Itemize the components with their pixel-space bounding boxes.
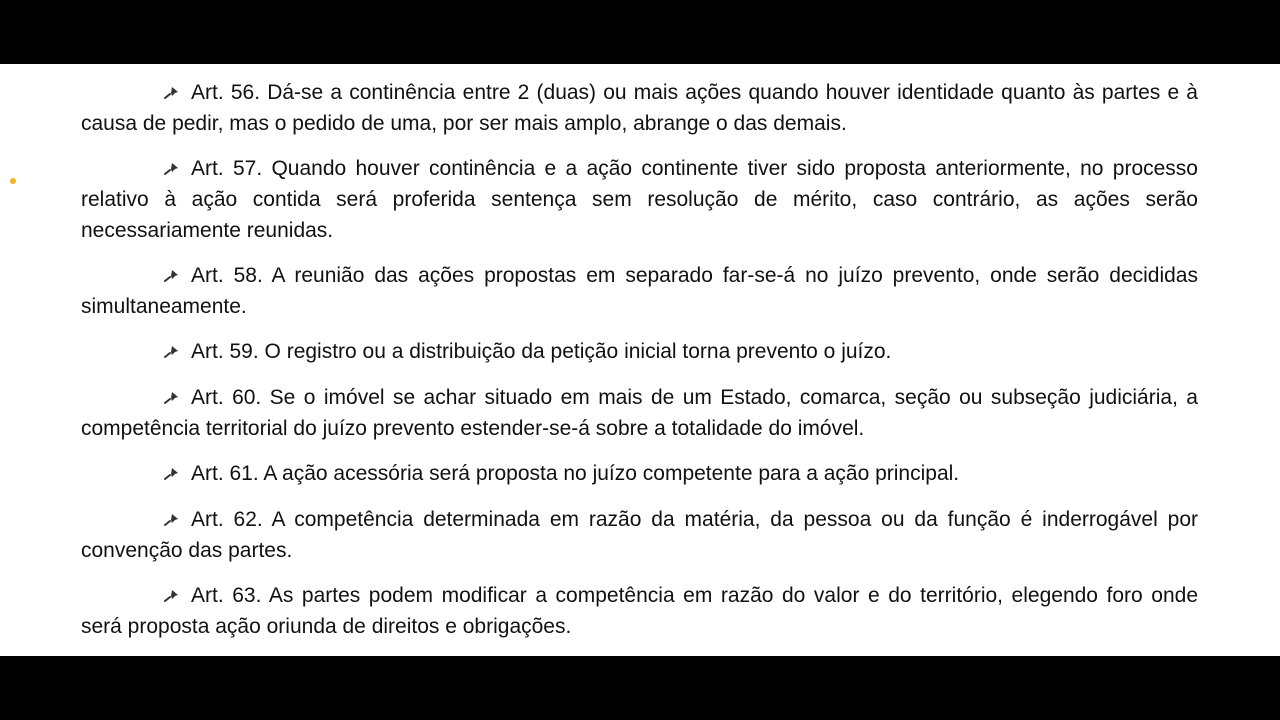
document-slide [0, 64, 1280, 656]
pushpin-icon [161, 86, 181, 100]
article-text: Art. 56. Dá-se a continência entre 2 (duas) ou mais ações quando houver identidade quanto às partes e à causa de pedir, mas o pedido de uma, por ser mais amplo, abrange o das demais. [81, 81, 1198, 135]
pushpin-icon [161, 589, 181, 603]
article-text: Art. 63. As partes podem modificar a competência em razão do valor e do território, elegendo foro onde será proposta ação oriunda de direitos e obrigações. [81, 584, 1198, 638]
article-56 [81, 77, 1198, 139]
pushpin-icon [161, 162, 181, 176]
article-59 [81, 336, 1198, 367]
article-text: Art. 57. Quando houver continência e a ação continente tiver sido proposta anteriormente, no processo relativo à ação contida será proferida sentença sem resolução de mérito, caso contrário, as ações serão necessariamente reunidas. [81, 157, 1198, 242]
article-text: Art. 58. A reunião das ações propostas em separado far-se-á no juízo prevento, onde serão decididas simultaneamente. [81, 264, 1198, 318]
pushpin-icon [161, 467, 181, 481]
article-text: Art. 62. A competência determinada em razão da matéria, da pessoa ou da função é inderrogável por convenção das partes. [81, 508, 1198, 562]
article-text: Art. 61. A ação acessória será proposta no juízo competente para a ação principal. [191, 462, 960, 485]
article-58 [81, 260, 1198, 322]
pushpin-icon [161, 391, 181, 405]
letterbox-top [0, 0, 1280, 64]
article-62 [81, 504, 1198, 566]
article-text: Art. 59. O registro ou a distribuição da petição inicial torna prevento o juízo. [191, 340, 892, 363]
article-63 [81, 580, 1198, 642]
article-60 [81, 382, 1198, 444]
letterbox-bottom [0, 656, 1280, 720]
pushpin-icon [161, 513, 181, 527]
article-list [81, 77, 1198, 656]
pushpin-icon [161, 269, 181, 283]
article-57 [81, 153, 1198, 246]
pushpin-icon [161, 345, 181, 359]
article-61 [81, 458, 1198, 489]
article-text: Art. 60. Se o imóvel se achar situado em mais de um Estado, comarca, seção ou subseção judiciária, a competência territorial do juízo prevento estender-se-á sobre a totalidade do imóvel. [81, 386, 1198, 440]
dot-icon [10, 178, 16, 184]
